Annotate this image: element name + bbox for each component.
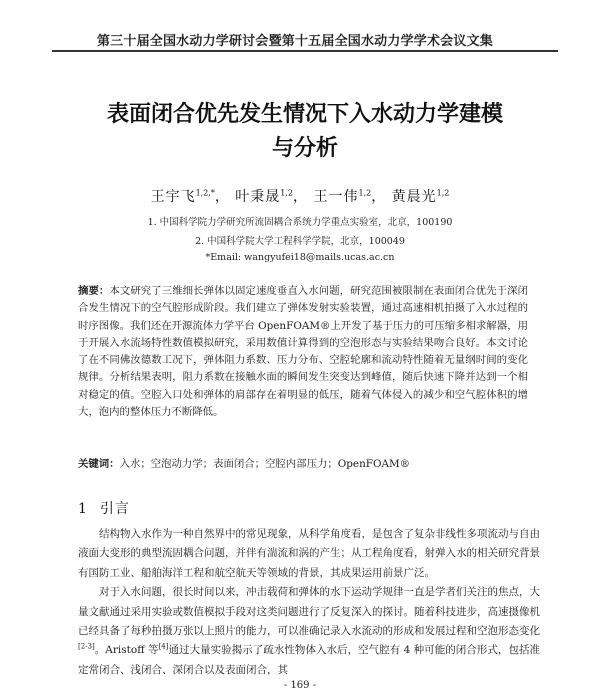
abstract-label: 摘要： <box>78 285 110 297</box>
author-name: 叶秉晟 <box>235 189 281 205</box>
intro-p2-text: 。Aristoff 等 <box>94 644 159 657</box>
author-affiliation-mark: 1,2 <box>436 188 450 198</box>
paper-title <box>40 98 570 166</box>
corresponding-email: *Email: wangyufei18@mails.ucas.ac.cn <box>205 252 395 263</box>
author-affiliation-mark: 1,2 <box>358 188 372 198</box>
abstract <box>78 283 528 421</box>
author-affiliation-mark: 1,2,* <box>195 188 215 198</box>
intro-p2-text: 对于入水问题，很长时间以来，冲击载荷和弹体的水下运动学规律一直是学者们关注的焦点，大量文献通过采用实验或数值模拟手段对这类问题进行了反复深入的探讨。随着科技进步，高速摄像机已经具备了每秒拍摄万张以上照片的能力，可以准确记录入水流动的形成和发展过程和空泡形态变化 <box>78 586 540 638</box>
title-line-2: 与分析 <box>271 136 338 161</box>
abstract-text: 本文研究了三维细长弹体以固定速度垂直入水问题，研究范围被限制在表面闭合优先于深闭合发生情况下的空气腔形成阶段。我们建立了弹体发射实验装置，通过高速相机拍摄了入水过程的时序图像。我们还在开源流体力学平台 OpenFOAM®上开发了基于压力的可压缩多相求解器，用于开展入水流场特性数值模拟研究，采用数值计算得到的空泡形态与实验结果吻合良好。本文讨论了在不同佛汝德数工况下，弹体阻力系数、压力分布、空腔轮廓和流动特性随着无量纲时间的变化规律。分析结果表明，阻力系数在接触水面的瞬间发生突变达到峰值，随后快速下降并达到一个相对稳定的值。空腔入口处和弹体的肩部存在着明显的低压，随着气体侵入的减少和空气腔体积的增大，泡内的整体压力不断降低。 <box>78 285 529 419</box>
citation: [2-3] <box>78 642 95 651</box>
affiliation-2 <box>60 233 540 247</box>
section-heading-introduction <box>78 498 130 518</box>
author-separator: ， <box>214 189 230 205</box>
author-name: 黄晨光 <box>391 189 437 205</box>
author-separator: ， <box>293 189 309 205</box>
page-number: - 169 - <box>283 680 317 691</box>
running-header: 第三十届全国水动力学研讨会暨第十五届全国水动力学学术会议文集 <box>96 34 493 49</box>
title-line-1: 表面闭合优先发生情况下入水动力学建模 <box>106 102 503 127</box>
keywords-label: 关键词： <box>78 458 120 470</box>
author-list <box>60 186 540 206</box>
affiliation-text: 中国科学院大学工程科学学院，北京，100049 <box>204 236 405 247</box>
citation: [4] <box>158 642 169 651</box>
header-rule <box>52 50 558 52</box>
author-name: 王一伟 <box>313 189 359 205</box>
section-title: 引言 <box>99 501 130 517</box>
affiliation-number: 1. <box>147 217 157 228</box>
affiliation-1 <box>60 214 540 228</box>
section-number: 1 <box>78 501 88 517</box>
intro-paragraph-1: 结构物入水作为一种自然界中的常见现象，从科学角度看，是包含了复杂非线性多项流动与自由液面大变形的典型流固耦合问题，并伴有湍流和涡的产生；从工程角度看，射弹入水的相关研究背景有国防工业、船舶海洋工程和航空航天等领域的背景，其成果运用前景广泛。 <box>78 528 540 579</box>
author-separator: ， <box>371 189 387 205</box>
intro-p2-text: 通过大量实验揭示了疏水性物体入水后，空气腔有 4 种可能的闭合形式，包括准定常闭合、浅闭合、深闭合以及表面闭合，其 <box>78 644 541 676</box>
introduction-body <box>78 525 540 680</box>
affiliation-text: 中国科学院力学研究所流固耦合系统力学重点实验室，北京，100190 <box>156 217 453 228</box>
affiliation-number: 2. <box>195 236 205 247</box>
author-name: 王宇飞 <box>150 189 196 205</box>
keywords-text: 入水；空泡动力学；表面闭合；空腔内部压力；OpenFOAM® <box>119 458 411 470</box>
keywords <box>78 456 528 472</box>
author-affiliation-mark: 1,2 <box>280 188 294 198</box>
intro-paragraph-2 <box>78 583 540 680</box>
